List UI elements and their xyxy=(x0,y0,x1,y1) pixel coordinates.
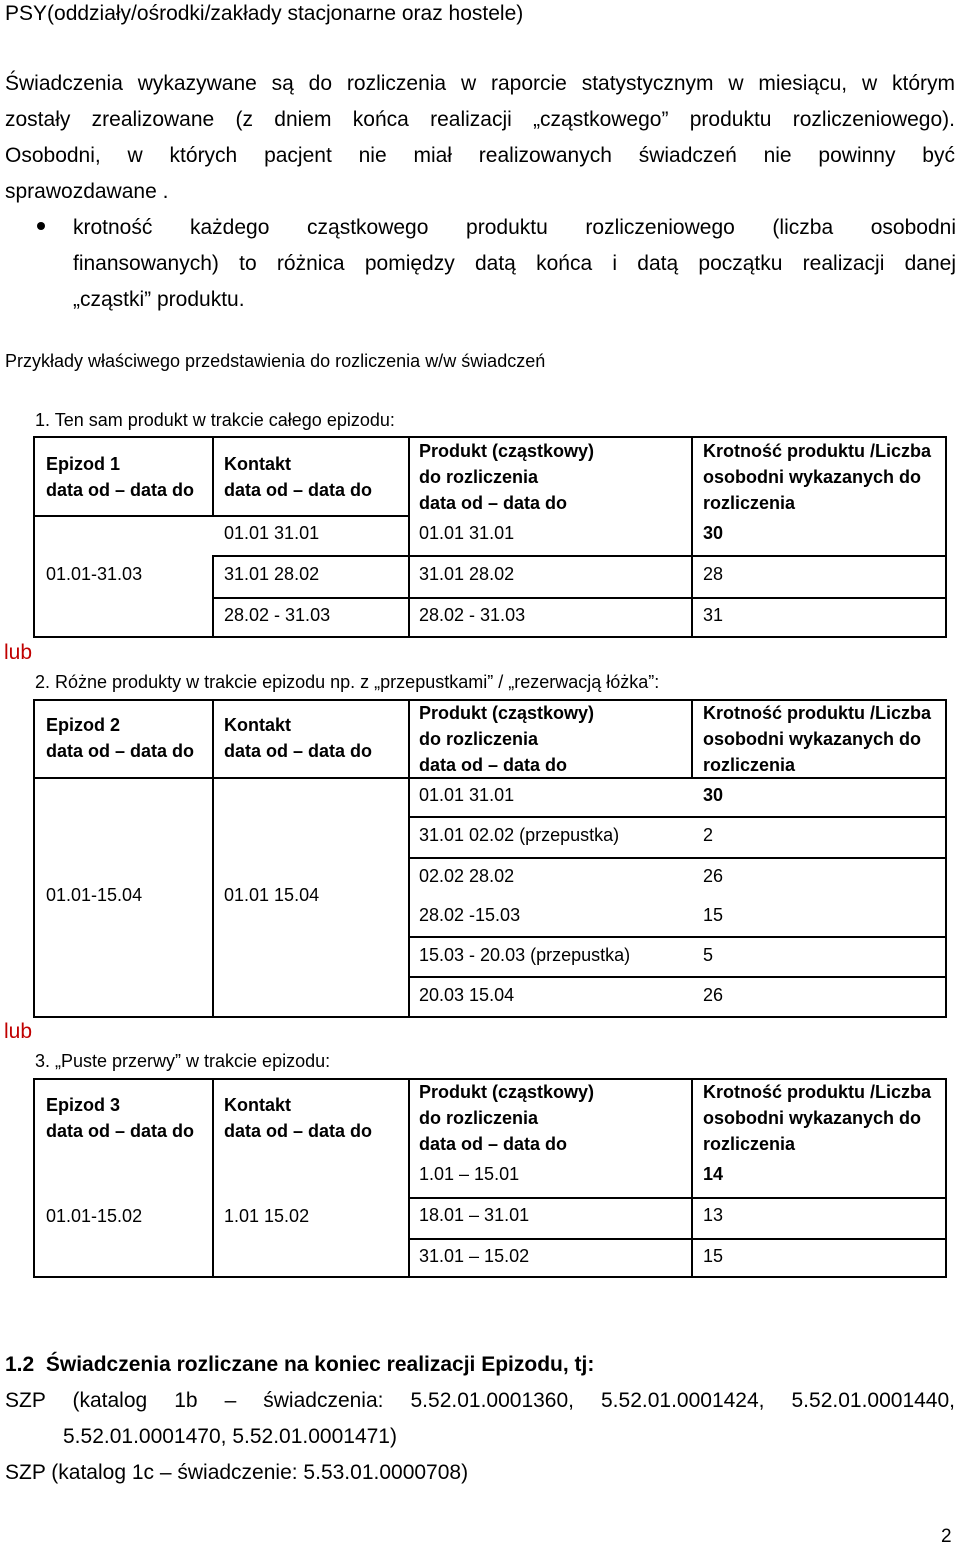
t1-r1-kontakt: 01.01 31.01 xyxy=(224,523,320,543)
t3-col-krotnosc-3: rozliczenia xyxy=(703,1134,796,1154)
t1-col-epizod-title: Epizod 1 xyxy=(46,454,121,474)
t2-col-produkt-1: Produkt (cząstkowy) xyxy=(419,703,595,723)
t2-r5-krotnosc: 5 xyxy=(703,945,714,965)
intro-line-2: zostały zrealizowane (z dniem końca realizacji „cząstkowego” produktu rozliczeniowego). xyxy=(5,108,955,131)
t1-episode: 01.01-31.03 xyxy=(46,564,143,584)
page-title: PSY(oddziały/ośrodki/zakłady stacjonarne oraz hostele) xyxy=(5,2,524,25)
t2-col-krotnosc-2: osobodni wykazanych do xyxy=(703,729,922,749)
t3-col-krotnosc-1: Krotność produktu /Liczba xyxy=(703,1082,932,1102)
t3-col-kontakt-title: Kontakt xyxy=(224,1095,291,1115)
t2-r3-produkt: 02.02 28.02 xyxy=(419,866,515,886)
t3-col-produkt-2: do rozliczenia xyxy=(419,1108,539,1128)
lub-separator-1: lub xyxy=(4,641,33,664)
t1-r3-krotnosc: 31 xyxy=(703,605,724,625)
szp-1b-line-1: SZP (katalog 1b – świadczenia: 5.52.01.0001360, 5.52.01.0001424, 5.52.01.0001440, xyxy=(5,1389,955,1412)
t1-r3-produkt: 28.02 - 31.03 xyxy=(419,605,526,625)
t1-col-produkt-3: data od – data do xyxy=(419,493,568,513)
szp-1c-line: SZP (katalog 1c – świadczenie: 5.53.01.0000708) xyxy=(5,1461,469,1484)
t3-r2-krotnosc: 13 xyxy=(703,1205,724,1225)
t1-r3-kontakt: 28.02 - 31.03 xyxy=(224,605,331,625)
t3-r1-produkt: 1.01 – 15.01 xyxy=(419,1164,520,1184)
t2-kontakt: 01.01 15.04 xyxy=(224,885,320,905)
t3-r3-krotnosc: 15 xyxy=(703,1246,724,1266)
t1-col-krotnosc-2: osobodni wykazanych do xyxy=(703,467,922,487)
section12-number: 1.2 xyxy=(5,1353,35,1376)
t1-col-kontakt-title: Kontakt xyxy=(224,454,291,474)
t2-col-epizod-sub: data od – data do xyxy=(46,741,195,761)
t3-episode: 01.01-15.02 xyxy=(46,1206,143,1226)
section12-title: Świadczenia rozliczane na koniec realizacji Epizodu, tj: xyxy=(45,1353,595,1376)
t2-r2-produkt: 31.01 02.02 (przepustka) xyxy=(419,825,620,845)
section12-heading xyxy=(5,1353,594,1377)
intro-line-1: Świadczenia wykazywane są do rozliczenia w raporcie statystycznym w miesiącu, w którym xyxy=(5,72,955,95)
bullet-line-1: krotność każdego cząstkowego produktu rozliczeniowego (liczba osobodni xyxy=(73,216,956,239)
t1-col-produkt-1: Produkt (cząstkowy) xyxy=(419,441,595,461)
bullet-dot-icon xyxy=(37,222,45,230)
t1-r1-krotnosc: 30 xyxy=(703,523,724,543)
t3-r3-produkt: 31.01 – 15.02 xyxy=(419,1246,530,1266)
t1-col-krotnosc-1: Krotność produktu /Liczba xyxy=(703,441,932,461)
t2-r3-krotnosc: 26 xyxy=(703,866,724,886)
t2-r2-krotnosc: 2 xyxy=(703,825,714,845)
t1-r2-kontakt: 31.01 28.02 xyxy=(224,564,320,584)
t3-col-kontakt-sub: data od – data do xyxy=(224,1121,373,1141)
t2-col-krotnosc-3: rozliczenia xyxy=(703,755,796,775)
t3-kontakt: 1.01 15.02 xyxy=(224,1206,310,1226)
t2-r6-krotnosc: 26 xyxy=(703,985,724,1005)
intro-line-4: sprawozdawane . xyxy=(5,180,169,203)
t3-col-epizod-sub: data od – data do xyxy=(46,1121,195,1141)
section1-heading: 1. Ten sam produkt w trakcie całego epizodu: xyxy=(35,410,395,430)
t1-r2-produkt: 31.01 28.02 xyxy=(419,564,515,584)
t2-episode: 01.01-15.04 xyxy=(46,885,143,905)
t1-col-produkt-2: do rozliczenia xyxy=(419,467,539,487)
t1-r1-produkt: 01.01 31.01 xyxy=(419,523,515,543)
szp-1b-line-2: 5.52.01.0001470, 5.52.01.0001471) xyxy=(63,1425,397,1448)
section2-heading: 2. Różne produkty w trakcie epizodu np. z „przepustkami” / „rezerwacją łóżka”: xyxy=(35,672,660,692)
section3-heading: 3. „Puste przerwy” w trakcie epizodu: xyxy=(35,1051,331,1071)
t1-col-krotnosc-3: rozliczenia xyxy=(703,493,796,513)
t3-col-produkt-1: Produkt (cząstkowy) xyxy=(419,1082,595,1102)
t1-r2-krotnosc: 28 xyxy=(703,564,724,584)
bullet-line-3: „cząstki” produktu. xyxy=(73,288,245,311)
t1-col-kontakt-sub: data od – data do xyxy=(224,480,373,500)
t3-r1-krotnosc: 14 xyxy=(703,1164,724,1184)
bullet-line-2: finansowanych) to różnica pomiędzy datą końca i datą początku realizacji danej xyxy=(73,252,956,275)
t2-col-krotnosc-1: Krotność produktu /Liczba xyxy=(703,703,932,723)
t2-r1-krotnosc: 30 xyxy=(703,785,724,805)
lub-separator-2: lub xyxy=(4,1020,33,1043)
t2-col-produkt-2: do rozliczenia xyxy=(419,729,539,749)
t3-col-krotnosc-2: osobodni wykazanych do xyxy=(703,1108,922,1128)
t2-col-kontakt-sub: data od – data do xyxy=(224,741,373,761)
t2-r1-produkt: 01.01 31.01 xyxy=(419,785,515,805)
t3-col-produkt-3: data od – data do xyxy=(419,1134,568,1154)
t2-r5-produkt: 15.03 - 20.03 (przepustka) xyxy=(419,945,631,965)
t1-col-epizod-sub: data od – data do xyxy=(46,480,195,500)
intro-line-3: Osobodni, w których pacjent nie miał realizowanych świadczeń nie powinny być xyxy=(5,144,955,167)
t2-col-epizod-title: Epizod 2 xyxy=(46,715,121,735)
t2-r4-produkt: 28.02 -15.03 xyxy=(419,905,521,925)
page-number: 2 xyxy=(941,1526,952,1547)
t2-col-kontakt-title: Kontakt xyxy=(224,715,291,735)
t3-r2-produkt: 18.01 – 31.01 xyxy=(419,1205,530,1225)
t2-r4-krotnosc: 15 xyxy=(703,905,724,925)
examples-heading: Przykłady właściwego przedstawienia do rozliczenia w/w świadczeń xyxy=(5,351,546,371)
t2-r6-produkt: 20.03 15.04 xyxy=(419,985,515,1005)
t3-col-epizod-title: Epizod 3 xyxy=(46,1095,121,1115)
t2-col-produkt-3: data od – data do xyxy=(419,755,568,775)
